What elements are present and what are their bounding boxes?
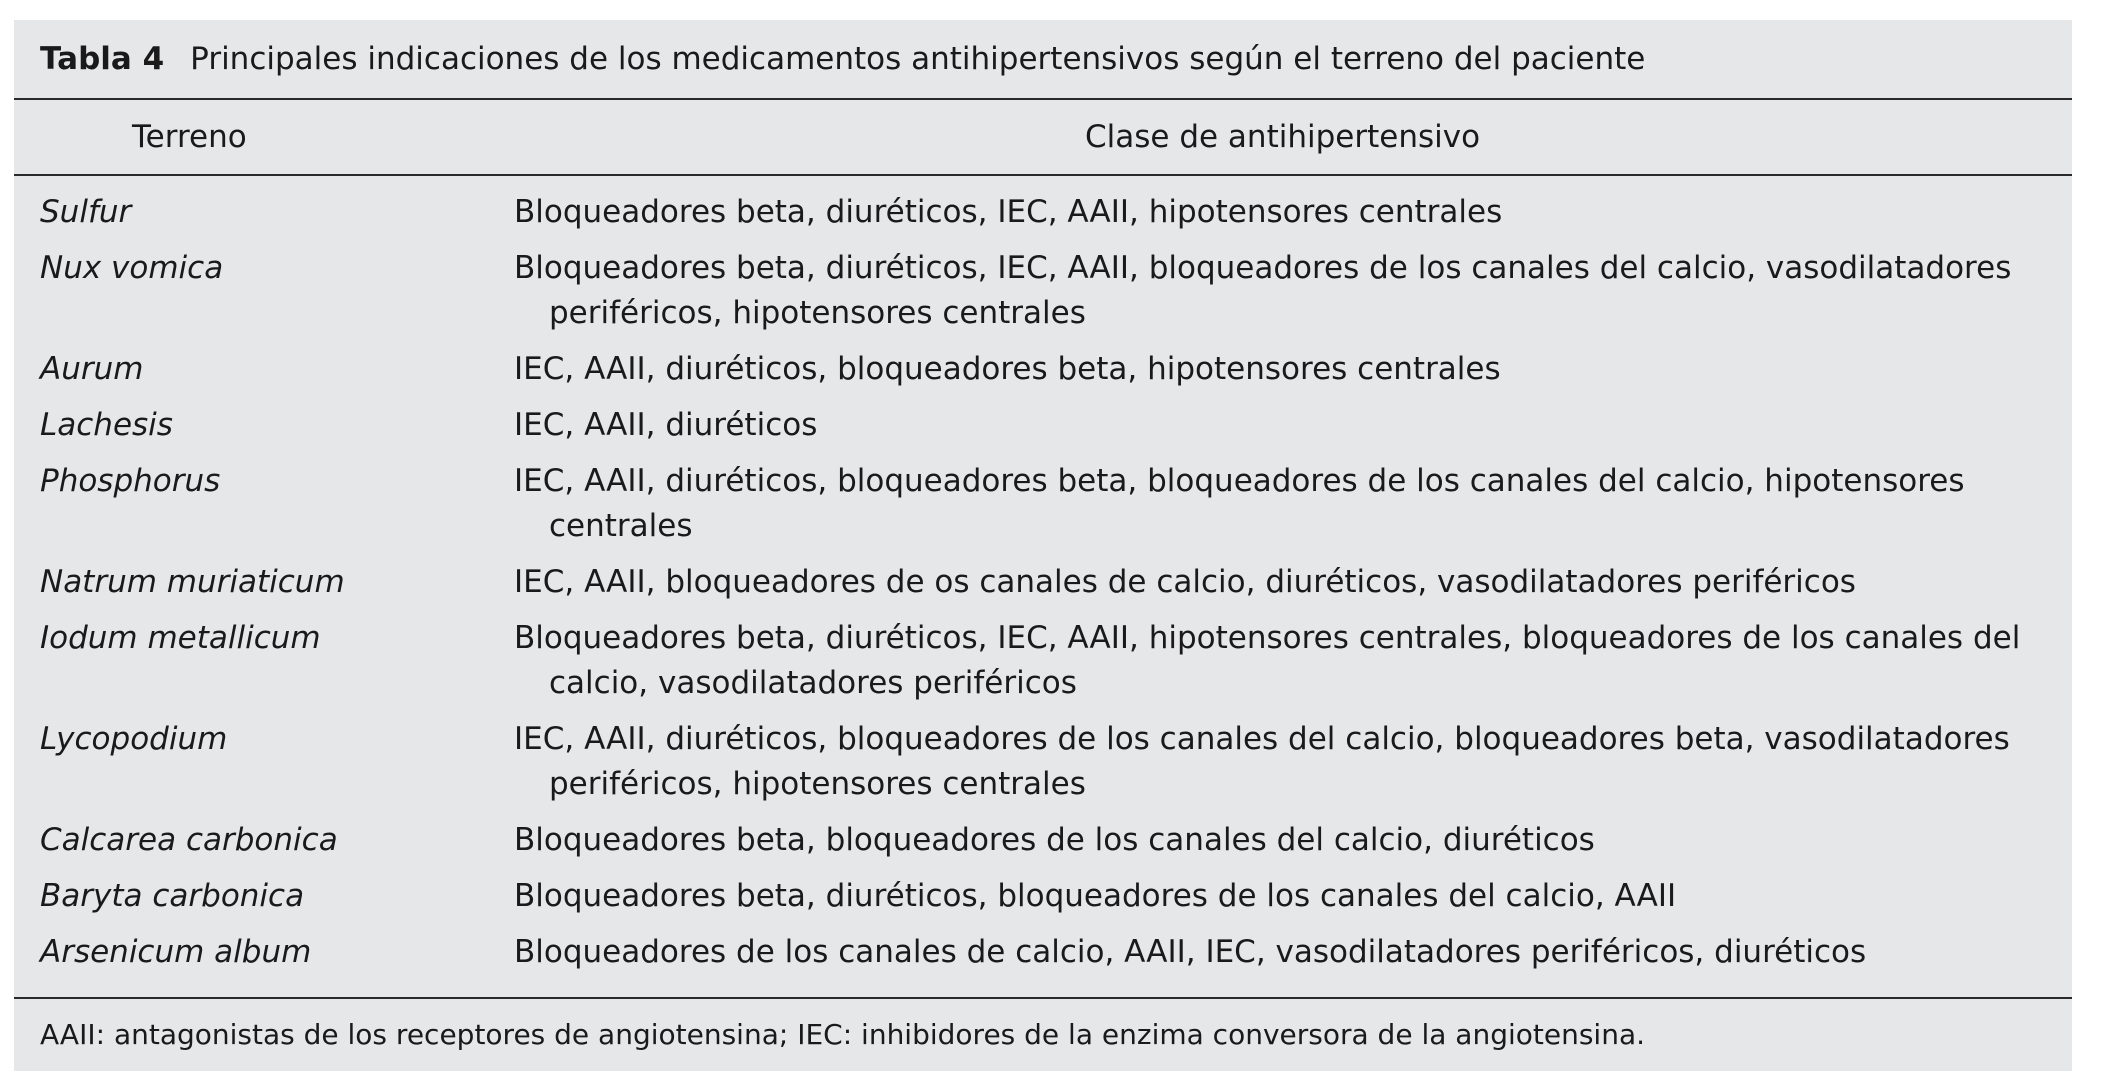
table-row [14,403,2072,448]
terreno-cell: Sulfur [40,194,132,230]
table-row [14,190,2072,235]
clase-cell: IEC, AAII, diuréticos, bloqueadores beta, bloqueadores de los canales del calcio, hipotensores centrales [514,463,1965,544]
table-row [14,347,2072,392]
clase-cell: IEC, AAII, bloqueadores de os canales de calcio, diuréticos, vasodilatadores periféricos [514,564,1856,600]
table-row [14,616,2072,706]
table-row [14,246,2072,336]
clase-cell: Bloqueadores beta, diuréticos, IEC, AAII, hipotensores centrales, bloqueadores de los canales del calcio, vasodilatadores periféricos [514,620,2021,701]
terreno-cell: Iodum metallicum [40,620,321,656]
terreno-cell: Aurum [40,351,144,387]
terreno-cell: Nux vomica [40,250,224,286]
column-header-clase: Clase de antihipertensivo [1085,119,1481,155]
terreno-cell: Baryta carbonica [40,878,305,914]
table-panel [14,20,2072,1071]
clase-cell: Bloqueadores beta, diuréticos, IEC, AAII, hipotensores centrales [514,194,1503,230]
clase-cell: Bloqueadores beta, diuréticos, bloqueadores de los canales del calcio, AAII [514,878,1677,914]
clase-cell: IEC, AAII, diuréticos, bloqueadores de los canales del calcio, bloqueadores beta, vasodilatadores periféricos, hipotensores centrales [514,721,2010,802]
table-footnote: AAII: antagonistas de los receptores de angiotensina; IEC: inhibidores de la enzima conversora de la angiotensina. [40,1018,1645,1051]
table-body [14,190,2072,986]
table-label: Tabla 4 [40,41,165,77]
terreno-cell: Phosphorus [40,463,221,499]
terreno-cell: Calcarea carbonica [40,822,338,858]
terreno-cell: Natrum muriaticum [40,564,345,600]
terreno-cell: Lachesis [40,407,173,443]
header-rule [14,174,2072,176]
column-header-terreno: Terreno [132,119,247,155]
table-caption [40,20,1645,98]
table-row [14,818,2072,863]
table-row [14,560,2072,605]
table-row [14,874,2072,919]
table-row [14,459,2072,549]
table-row [14,717,2072,807]
table-row [14,930,2072,975]
clase-cell: Bloqueadores beta, bloqueadores de los canales del calcio, diuréticos [514,822,1595,858]
top-rule [14,98,2072,100]
clase-cell: Bloqueadores de los canales de calcio, AAII, IEC, vasodilatadores periféricos, diuréticos [514,934,1867,970]
terreno-cell: Arsenicum album [40,934,312,970]
clase-cell: IEC, AAII, diuréticos, bloqueadores beta, hipotensores centrales [514,351,1501,387]
terreno-cell: Lycopodium [40,721,228,757]
clase-cell: Bloqueadores beta, diuréticos, IEC, AAII, bloqueadores de los canales del calcio, vasodilatadores periféricos, hipotensores centrales [514,250,2012,331]
clase-cell: IEC, AAII, diuréticos [514,407,818,443]
table-title: Principales indicaciones de los medicamentos antihipertensivos según el terreno del paciente [190,41,1646,77]
